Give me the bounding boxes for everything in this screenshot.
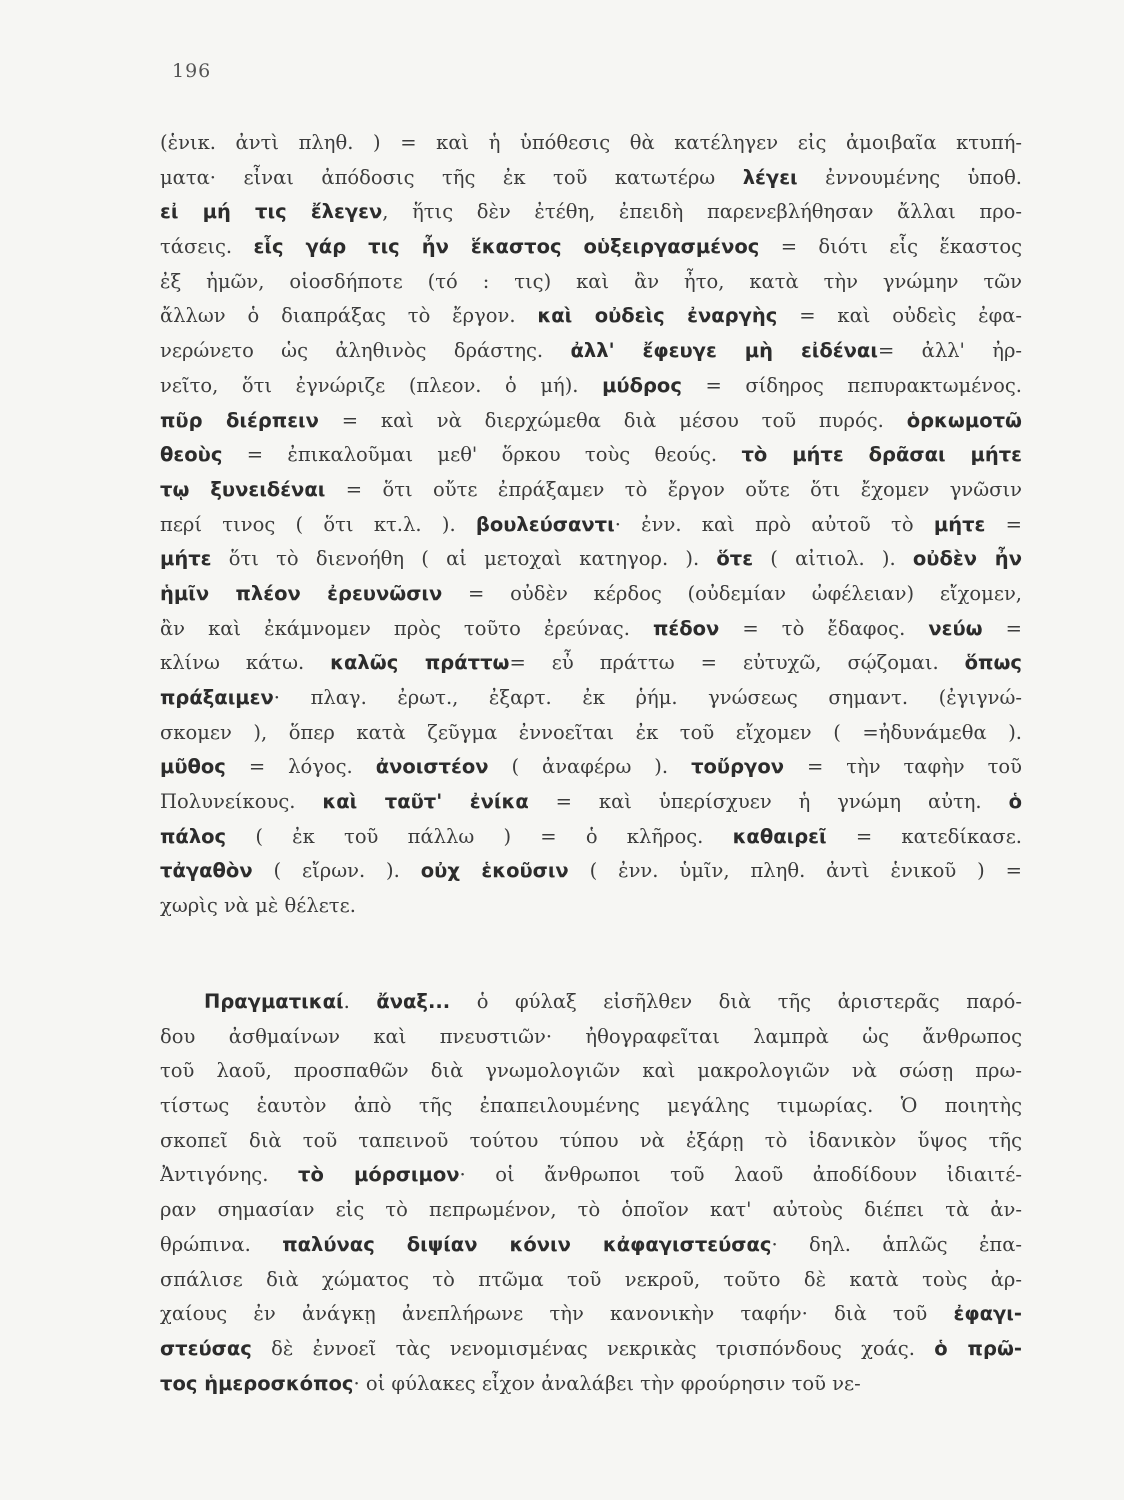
page-number: 196 [172, 60, 212, 82]
text-line: εἰ μή τις ἔλεγεν, ἥτις δὲν ἐτέθη, ἐπειδὴ παρενεβλήθησαν ἄλλαι προ- [160, 200, 1022, 224]
text-line: σκοπεῖ διὰ τοῦ ταπεινοῦ τούτου τύπου νὰ ἐξάρῃ τὸ ἰδανικὸν ὕψος τῆς [160, 1128, 1022, 1152]
text-line: τάσεις. εἷς γάρ τις ἦν ἕκαστος οὑξειργασμένος = διότι εἷς ἕκαστος [160, 235, 1022, 259]
text-line: πράξαιμεν· πλαγ. ἐρωτ., ἐξαρτ. ἐκ ῥήμ. γνώσεως σημαντ. (ἐγιγνώ- [160, 686, 1022, 709]
text-line: περί τινος ( ὅτι κτ.λ. ). βουλεύσαντι· ἐνν. καὶ πρὸ αὐτοῦ τὸ μήτε = [160, 512, 1022, 536]
text-line: Πραγματικαί. ἄναξ... ὁ φύλαξ εἰσῆλθεν διὰ τῆς ἀριστερᾶς παρό- [204, 990, 1022, 1013]
text-line: χαίους ἐν ἀνάγκῃ ἀνεπλήρωνε τὴν κανονικὴν ταφήν· διὰ τοῦ ἐφαγι- [160, 1302, 1022, 1326]
text-line: μῦθος = λόγος. ἀνοιστέον ( ἀναφέρω ). τοὔργον = τὴν ταφὴν τοῦ [160, 755, 1022, 779]
text-line: ἐξ ἡμῶν, οἱοσδήποτε (τό : τις) καὶ ἂν ἦτο, κατὰ τὴν γνώμην τῶν [160, 269, 1022, 293]
text-line: σκομεν ), ὅπερ κατὰ ζεῦγμα ἐννοεῖται ἐκ τοῦ εἴχομεν ( =ἠδυνάμεθα ). [160, 720, 1022, 744]
text-line: Ἀντιγόνης. τὸ μόρσιμον· οἱ ἄνθρωποι τοῦ λαοῦ ἀποδίδουν ἰδιαιτέ- [160, 1163, 1022, 1187]
text-line: νεῖτο, ὅτι ἐγνώριζε (πλεον. ὁ μή). μύδρος = σίδηρος πεπυρακτωμένος. [160, 373, 1022, 397]
commentary-paragraph-2 [160, 985, 1022, 1401]
text-line: δου ἀσθμαίνων καὶ πνευστιῶν· ἠθογραφεῖται λαμπρὰ ὡς ἄνθρωπος [160, 1024, 1022, 1048]
text-line: ἡμῖν πλέον ἐρευνῶσιν = οὐδὲν κέρδος (οὐδεμίαν ὠφέλειαν) εἴχομεν, [160, 581, 1022, 605]
text-line: θρώπινα. παλύνας διψίαν κόνιν κἀφαγιστεύσας· δηλ. ἁπλῶς ἐπα- [160, 1232, 1022, 1256]
text-line: ματα· εἶναι ἀπόδοσις τῆς ἐκ τοῦ κατωτέρω λέγει ἐννουμένης ὑποθ. [160, 165, 1022, 189]
text-line: τος ἡμεροσκόπος· οἱ φύλακες εἶχον ἀναλάβει τὴν φρούρησιν τοῦ νε- [160, 1371, 861, 1395]
text-line: τἀγαθὸν ( εἴρων. ). οὐχ ἑκοῦσιν ( ἐνν. ὑμῖν, πληθ. ἀντὶ ἑνικοῦ ) = [160, 859, 1022, 883]
text-line: στεύσας δὲ ἐννοεῖ τὰς νενομισμένας νεκρικὰς τρισπόνδους χοάς. ὁ πρῶ- [160, 1336, 1022, 1360]
text-line: θεοὺς = ἐπικαλοῦμαι μεθ' ὅρκου τοὺς θεούς. τὸ μήτε δρᾶσαι μήτε [160, 443, 1022, 467]
text-line: χωρὶς νὰ μὲ θέλετε. [160, 894, 356, 918]
text-line: τῳ ξυνειδέναι = ὅτι οὔτε ἐπράξαμεν τὸ ἔργον οὔτε ὅτι ἔχομεν γνῶσιν [160, 477, 1022, 501]
text-line: Πολυνείκους. καὶ ταῦτ' ἐνίκα = καὶ ὑπερίσχυεν ἡ γνώμη αὐτη. ὁ [160, 790, 1022, 814]
text-line: ἂν καὶ ἐκάμνομεν πρὸς τοῦτο ἐρεύνας. πέδον = τὸ ἔδαφος. νεύω = [160, 616, 1022, 640]
text-line: σπάλισε διὰ χώματος τὸ πτῶμα τοῦ νεκροῦ, τοῦτο δὲ κατὰ τοὺς ἀρ- [160, 1267, 1022, 1291]
text-line: μήτε ὅτι τὸ διενοήθη ( αἱ μετοχαὶ κατηγορ. ). ὅτε ( αἰτιολ. ). οὐδὲν ἦν [160, 547, 1022, 571]
text-line: ραν σημασίαν εἰς τὸ πεπρωμένον, τὸ ὁποῖον κατ' αὐτοὺς διέπει τὰ ἀν- [160, 1198, 1022, 1222]
commentary-paragraph-1 [160, 126, 1022, 924]
text-line: ἄλλων ὁ διαπράξας τὸ ἔργον. καὶ οὐδεὶς ἐναργὴς = καὶ οὐδεὶς ἐφα- [160, 304, 1022, 328]
text-line: κλίνω κάτω. καλῶς πράττω= εὖ πράττω = εὐτυχῶ, σῴζομαι. ὅπως [160, 651, 1022, 675]
text-line: πάλος ( ἐκ τοῦ πάλλω ) = ὁ κλῆρος. καθαιρεῖ = κατεδίκασε. [160, 824, 1022, 848]
text-line: (ἑνικ. ἀντὶ πληθ. ) = καὶ ἡ ὑπόθεσις θὰ κατέληγεν εἰς ἀμοιβαῖα κτυπή- [160, 131, 1022, 154]
text-line: τίστως ἑαυτὸν ἀπὸ τῆς ἐπαπειλουμένης μεγάλης τιμωρίας. Ὁ ποιητὴς [160, 1094, 1022, 1118]
text-line: τοῦ λαοῦ, προσπαθῶν διὰ γνωμολογιῶν καὶ μακρολογιῶν νὰ σώσῃ πρω- [160, 1059, 1022, 1083]
text-line: πῦρ διέρπειν = καὶ νὰ διερχώμεθα διὰ μέσου τοῦ πυρός. ὁρκωμοτῶ [160, 408, 1022, 432]
text-line: νερώνετο ὡς ἀληθινὸς δράστης. ἀλλ' ἔφευγε μὴ εἰδέναι= ἀλλ' ἠρ- [160, 339, 1022, 363]
